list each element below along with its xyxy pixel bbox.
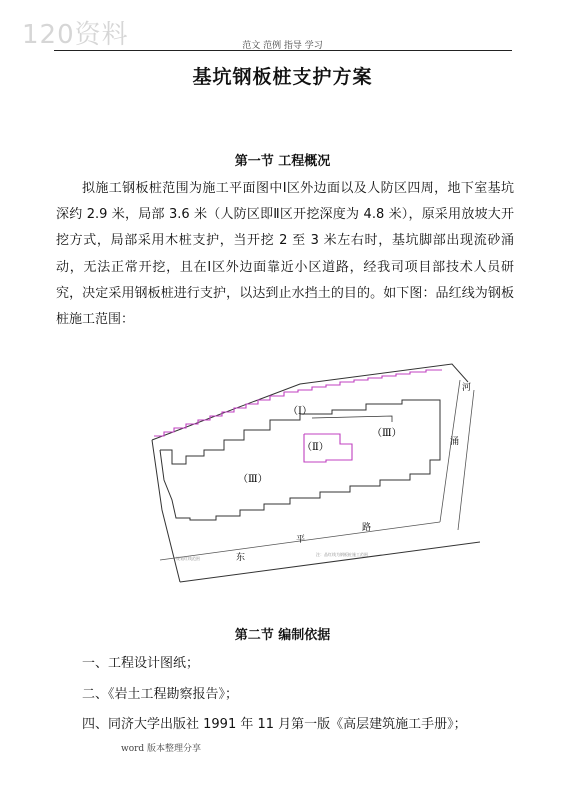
section-2-heading: 第二节 编制依据 (234, 628, 331, 643)
watermark: 120资料 (22, 20, 129, 50)
site-plan-figure (140, 360, 480, 600)
road-edge-line (180, 542, 480, 582)
basis-item-1: 一、工程设计图纸； (82, 656, 200, 671)
section-1-paragraph: 拟施工钢板桩范围为施工平面图中Ⅰ区外边面以及人防区四周，地下室基坑深约 2.9 米，局部 3.6 米（人防区即Ⅱ区开挖深度为 4.8 米），原采用放坡大开挖方式，局部采用木桩支护，当开挖 2 至 3 米左右时，基坑脚部出现流砂涌动，无法正常开挖，且在Ⅰ区外边面靠近小区道路，经我司项目部技术人员研究，决定采用钢板桩进行支护，以达到止水挡土的目的。如下图：品红线为钢板桩施工范围： (56, 181, 514, 328)
excavation-outline (160, 400, 440, 520)
zone-ii-label: （Ⅱ） (302, 442, 329, 453)
sheet-pile-line (154, 370, 442, 436)
road-char-2: 路 (362, 523, 372, 533)
basis-item-3: 四、同济大学出版社 1991 年 11 月第一版《高层建筑施工手册》； (82, 717, 467, 732)
zone-iii-left-label: （Ⅲ） (238, 474, 268, 485)
document-title: 基坑钢板桩支护方案 (192, 66, 373, 88)
site-plan-svg (140, 360, 480, 600)
east-char: 东 (236, 553, 246, 563)
river-edge-line-2 (458, 390, 474, 530)
page-header: 范文 范例 指导 学习 (242, 41, 323, 51)
river-edge-line (440, 380, 460, 522)
section-1-heading: 第一节 工程概况 (234, 154, 331, 169)
river-char-2: 涌 (450, 437, 460, 447)
section-1-body (56, 176, 514, 333)
zone-divider-line (312, 416, 392, 422)
small-note-left: 规划红线范围 (176, 556, 200, 561)
site-boundary-line (152, 364, 468, 440)
header-rule (54, 50, 512, 51)
page-footer: word 版本整理分享 (121, 744, 202, 754)
basis-item-2: 二、《岩土工程勘察报告》； (82, 687, 239, 702)
zone-i-label: （Ⅰ） (288, 406, 312, 417)
zone-iii-right-label: （Ⅲ） (372, 428, 402, 439)
small-note-right: 注：品红线为钢板桩施工范围 (316, 552, 368, 557)
river-char-1: 河 (462, 383, 472, 393)
road-char-1: 平 (296, 535, 306, 545)
